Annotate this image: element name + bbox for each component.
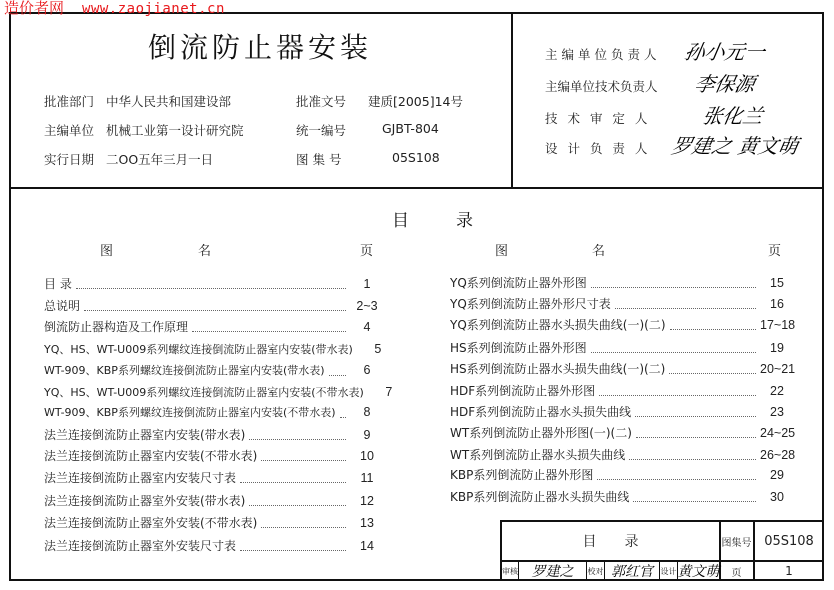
toc-entry-page: 9 [363, 428, 371, 442]
toc-entry[interactable] [44, 537, 384, 555]
review-label: 审核 [502, 566, 518, 576]
unified-number-label: 统一编号 [296, 123, 347, 138]
toc-entry[interactable] [450, 488, 794, 506]
leader-dots [615, 299, 756, 309]
toc-entry[interactable] [450, 339, 794, 357]
leader-dots [340, 408, 346, 418]
toc-entry-title: YQ系列倒流防止器外形尺寸表 [450, 297, 611, 311]
left-col-page-header: 页 [360, 244, 374, 259]
leader-dots [591, 278, 756, 288]
effective-date-value: 二OO五年三月一日 [106, 152, 214, 167]
leader-dots [84, 301, 346, 311]
toc-entry[interactable] [44, 384, 393, 402]
toc-entry-page: 11 [360, 471, 374, 485]
toc-title-left: 目 [392, 211, 409, 231]
toc-entry-title: YQ、HS、WT-U009系列螺纹连接倒流防止器室内安装(不带水表) [44, 386, 364, 399]
right-col-name-header: 名 [592, 244, 606, 259]
left-col-name-header: 名 [198, 244, 212, 259]
toc-entry[interactable] [44, 469, 384, 487]
page-label: 页 [731, 567, 742, 579]
editor-unit-label: 主编单位 [44, 123, 95, 138]
toc-entry-title: YQ系列倒流防止器外形图 [450, 276, 587, 290]
toc-entry-page: 22 [770, 384, 784, 398]
atlas-number-value: 05S108 [392, 150, 440, 165]
approval-dept-label: 批准部门 [44, 94, 95, 109]
leader-dots [597, 470, 756, 480]
toc-entry-title: YQ系列倒流防止器水头损失曲线(一)(二) [450, 318, 666, 332]
design-lead-label: 设 计 负 责 人 [545, 141, 651, 156]
toc-entry-page: 14 [360, 539, 374, 553]
toc-entry[interactable] [44, 297, 384, 315]
toc-entry-title: YQ、HS、WT-U009系列螺纹连接倒流防止器室内安装(带水表) [44, 343, 353, 356]
effective-date-label: 实行日期 [44, 152, 95, 167]
toc-entry-title: HDF系列倒流防止器外形图 [450, 384, 596, 398]
toc-entry-title: KBP系列倒流防止器水头损失曲线 [450, 490, 630, 504]
toc-entry[interactable] [450, 466, 794, 484]
toc-entry-page: 7 [385, 385, 393, 399]
leader-dots [669, 364, 756, 374]
toc-entry[interactable] [450, 295, 794, 313]
toc-entry[interactable] [44, 426, 384, 444]
page-number: 1 [785, 564, 793, 578]
toc-title-right: 录 [456, 211, 473, 231]
toc-entry-title: WT-909、KBP系列螺纹连接倒流防止器室内安装(不带水表) [44, 406, 336, 419]
tech-reviewer-label: 技 术 审 定 人 [545, 111, 651, 126]
toc-entry[interactable] [44, 341, 384, 359]
toc-entry[interactable] [44, 404, 384, 422]
toc-entry-title: 法兰连接倒流防止器室内安装尺寸表 [44, 471, 237, 485]
tech-lead-label: 主编单位技术负责人 [545, 79, 658, 94]
toc-entry-title: 法兰连接倒流防止器室内安装(带水表) [44, 428, 246, 442]
watermark-url: www.zaojianet.cn [82, 1, 225, 17]
toc-entry-title: HS系列倒流防止器外形图 [450, 341, 587, 355]
toc-entry-title: WT-909、KBP系列螺纹连接倒流防止器室内安装(带水表) [44, 364, 325, 377]
toc-entry[interactable] [44, 275, 384, 293]
leader-dots [261, 518, 346, 528]
leader-dots [636, 428, 756, 438]
atlas-number-label: 图 集 号 [296, 152, 342, 167]
toc-entry[interactable] [44, 447, 384, 465]
toc-entry-page: 17~18 [760, 318, 796, 332]
toc-entry[interactable] [44, 514, 384, 532]
design-signature: 黄文萌 [677, 564, 720, 580]
check-label: 校对 [587, 566, 604, 576]
toc-entry-page: 10 [360, 449, 374, 463]
leader-dots [591, 343, 756, 353]
atlas-number-value: 05S108 [764, 533, 814, 549]
toc-entry-page: 4 [363, 320, 371, 334]
toc-entry-page: 6 [363, 363, 371, 377]
sheet-title: 目 录 [582, 534, 639, 550]
toc-entry-page: 23 [770, 405, 784, 419]
toc-entry-title: KBP系列倒流防止器外形图 [450, 468, 594, 482]
atlas-number-label: 图集号 [721, 537, 752, 549]
toc-entry[interactable] [44, 492, 384, 510]
approval-doc-value: 建质[2005]14号 [368, 94, 463, 109]
leader-dots [261, 451, 346, 461]
toc-entry-page: 12 [360, 494, 374, 508]
toc-entry-page: 15 [770, 276, 784, 290]
toc-entry-page: 8 [363, 405, 371, 419]
watermark [4, 0, 225, 18]
header-vertical-divider [511, 12, 513, 189]
leader-dots [249, 430, 346, 440]
toc-entry-title: 目 录 [44, 277, 72, 291]
review-signature: 罗建之 [531, 564, 574, 580]
toc-entry-title: 法兰连接倒流防止器室外安装尺寸表 [44, 539, 237, 553]
toc-entry[interactable] [450, 403, 794, 421]
toc-entry-page: 30 [770, 490, 784, 504]
toc-entry-page: 1 [363, 277, 371, 291]
toc-entry-title: HS系列倒流防止器水头损失曲线(一)(二) [450, 362, 666, 376]
toc-entry-title: 法兰连接倒流防止器室外安装(带水表) [44, 494, 246, 508]
toc-entry-page: 19 [770, 341, 784, 355]
document-title: 倒流防止器安装 [147, 31, 372, 64]
watermark-site-name: 造价者网 [4, 0, 65, 17]
leader-dots [249, 496, 346, 506]
toc-entry[interactable] [44, 318, 384, 336]
leader-dots [240, 541, 346, 551]
toc-entry-title: 法兰连接倒流防止器室内安装(不带水表) [44, 449, 258, 463]
leader-dots [633, 492, 756, 502]
tech-lead-signature: 李保源 [692, 72, 757, 96]
leader-dots [599, 386, 756, 396]
toc-entry-title: HDF系列倒流防止器水头损失曲线 [450, 405, 632, 419]
approval-doc-label: 批准文号 [296, 94, 347, 109]
approval-dept-value: 中华人民共和国建设部 [106, 94, 232, 109]
toc-entry-title: 倒流防止器构造及工作原理 [44, 320, 189, 334]
toc-entry-page: 29 [770, 468, 784, 482]
toc-entry[interactable] [450, 274, 794, 292]
leader-dots [76, 279, 346, 289]
check-signature: 郭红官 [611, 564, 653, 580]
toc-entry-title: WT系列倒流防止器外形图(一)(二) [450, 426, 632, 440]
right-col-figure-header: 图 [495, 244, 509, 259]
toc-entry-page: 5 [374, 342, 382, 356]
leader-dots [670, 320, 756, 330]
leader-dots [329, 366, 346, 376]
toc-entry[interactable] [450, 316, 794, 334]
toc-entry-title: 法兰连接倒流防止器室外安装(不带水表) [44, 516, 258, 530]
toc-entry-page: 13 [360, 516, 374, 530]
toc-entry-page: 26~28 [760, 448, 796, 462]
toc-entry[interactable] [450, 424, 794, 442]
unified-number-value: GJBT-804 [382, 121, 439, 136]
tech-reviewer-signature: 张化兰 [700, 104, 765, 128]
design-lead-signature: 罗建之 黄文萌 [669, 134, 801, 158]
toc-entry-title: WT系列倒流防止器水头损失曲线 [450, 448, 626, 462]
toc-entry[interactable] [450, 360, 794, 378]
toc-entry-title: 总说明 [44, 299, 81, 313]
title-block [500, 520, 824, 581]
leader-dots [635, 407, 756, 417]
toc-entry[interactable] [450, 382, 794, 400]
chief-editor-signature: 孙小元一 [682, 40, 767, 64]
toc-entry-page: 24~25 [760, 426, 796, 440]
leader-dots [240, 473, 346, 483]
toc-entry[interactable] [450, 446, 794, 464]
right-col-page-header: 页 [768, 244, 782, 259]
header-divider [9, 187, 824, 189]
chief-editor-label: 主编单位负责人 [545, 47, 661, 62]
design-label: 设计 [660, 566, 677, 576]
editor-unit-value: 机械工业第一设计研究院 [106, 123, 244, 138]
leader-dots [629, 450, 756, 460]
toc-entry-page: 2~3 [356, 299, 378, 313]
toc-entry-page: 16 [770, 297, 784, 311]
left-col-figure-header: 图 [100, 244, 114, 259]
toc-entry-page: 20~21 [760, 362, 796, 376]
leader-dots [192, 322, 346, 332]
toc-entry[interactable] [44, 362, 384, 380]
